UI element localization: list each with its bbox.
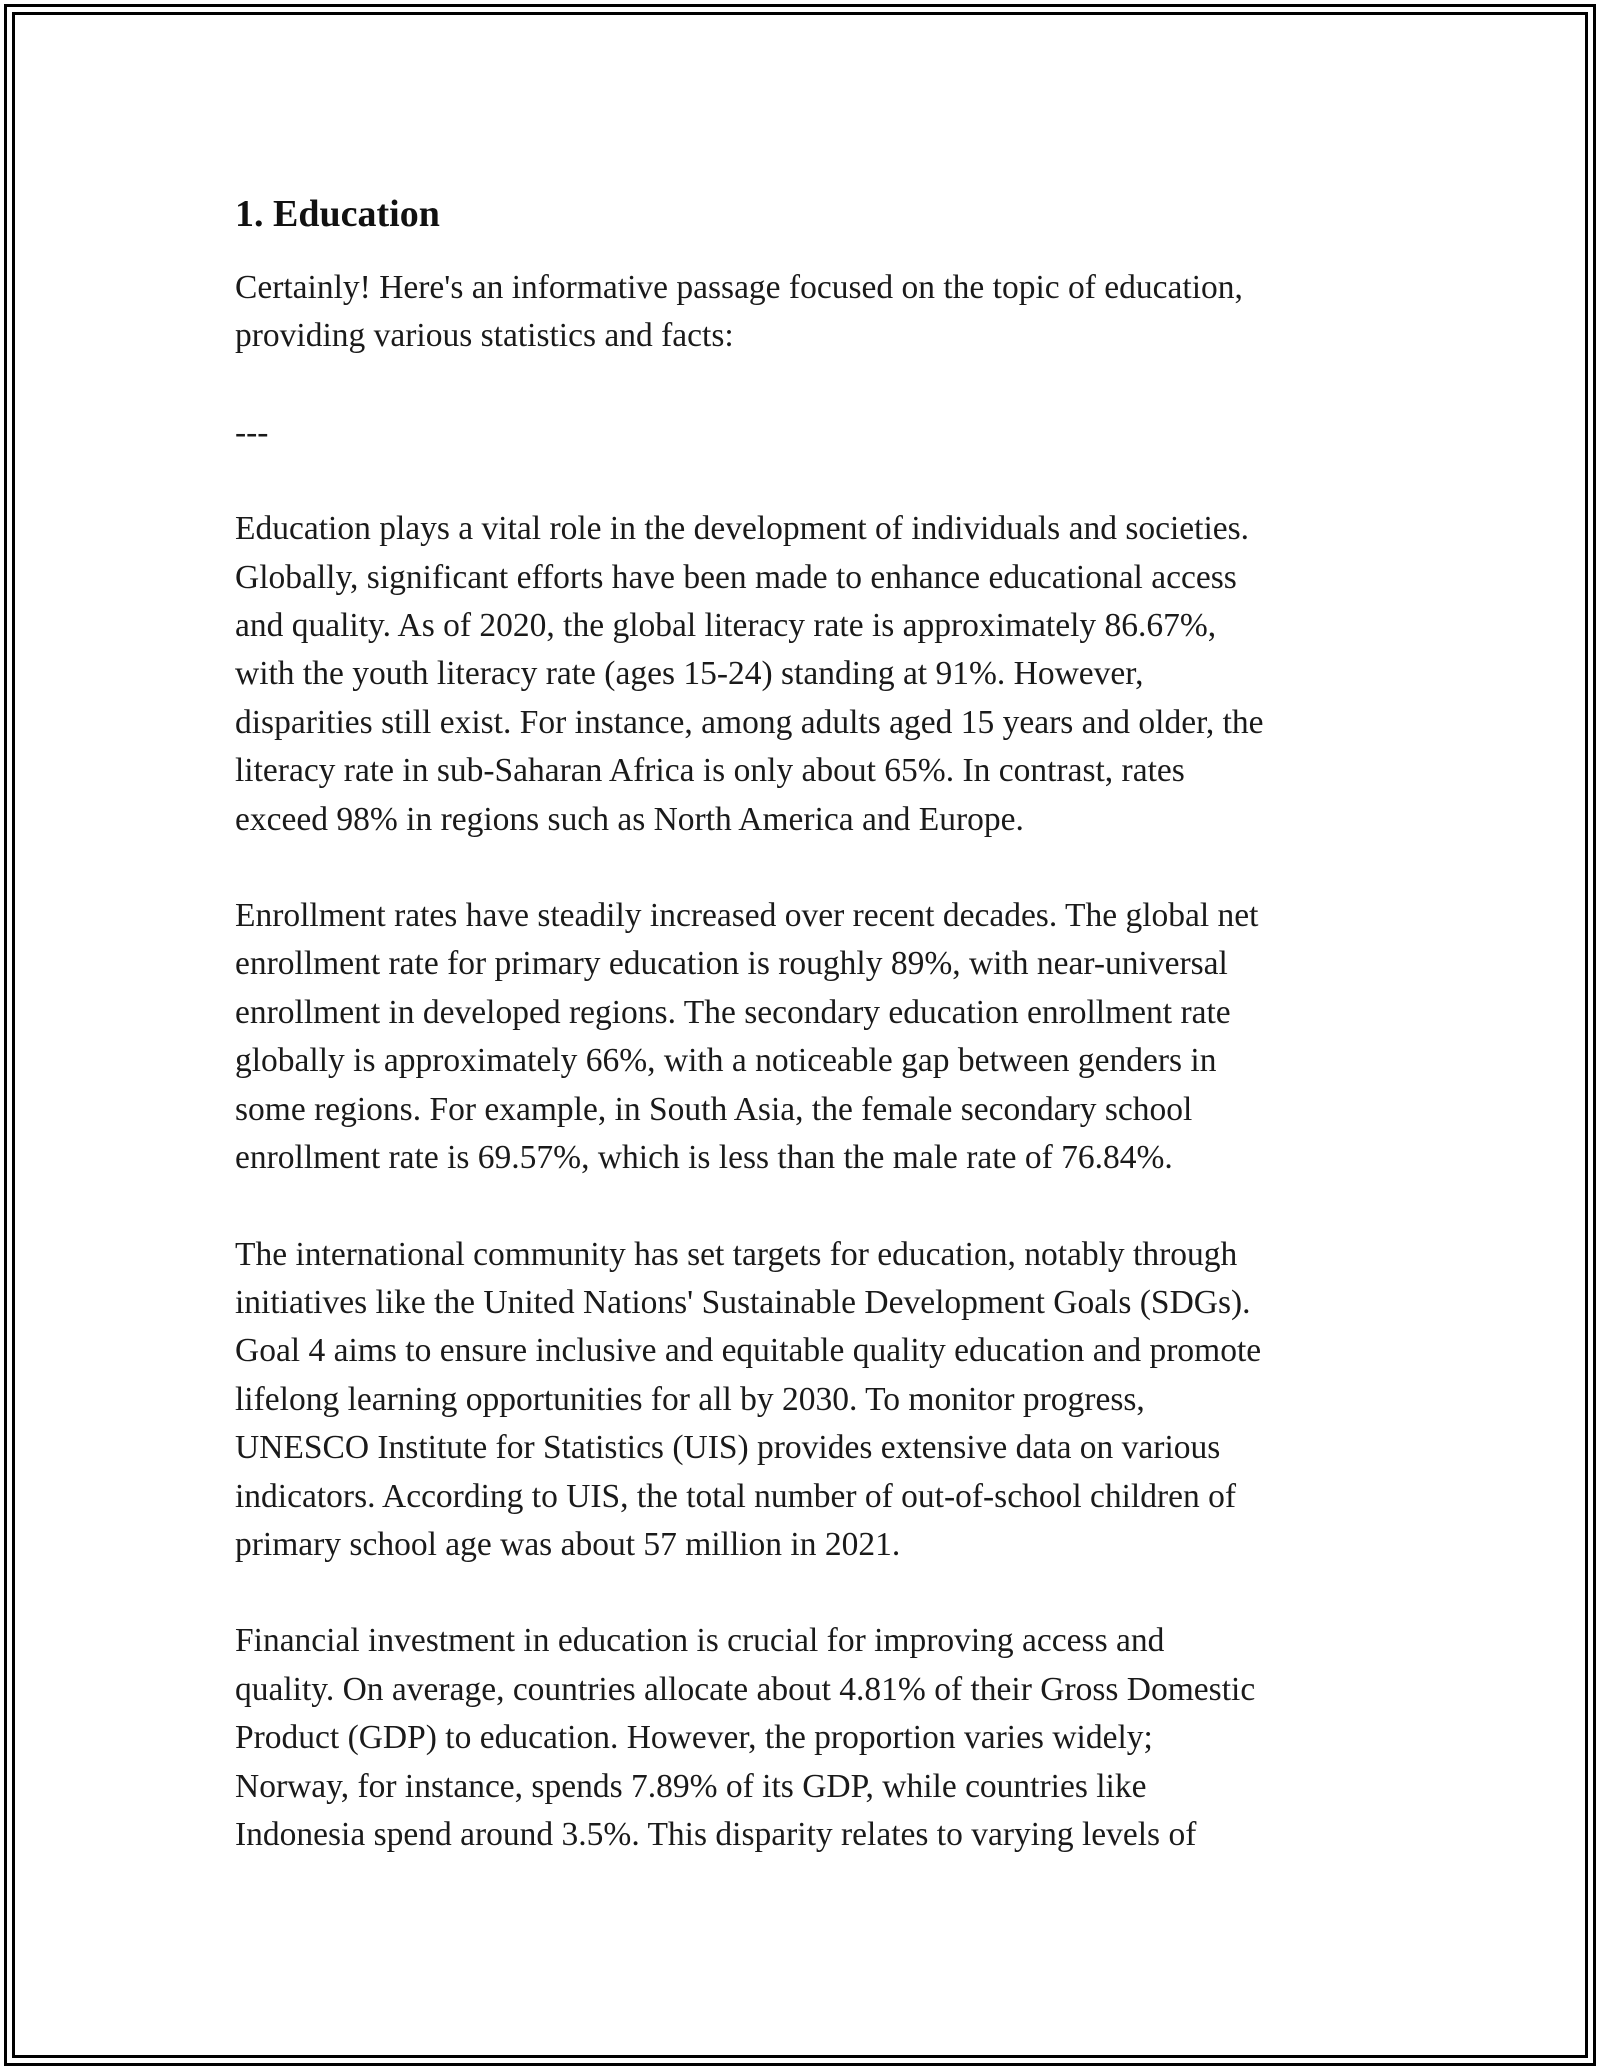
paragraph-sdg-targets: The international community has set targets for education, notably through initiatives like the United Nations' Sustainable Development Goals (SDGs). Goal 4 aims to ensure inclusive and equitable quality education and promote lifelong learning opportunities for all by 2030. To monitor progress, UNESCO Institute for Statistics (UIS) provides extensive data on various indicators. According to UIS, the total number of out-of-school children of primary school age was about 57 million in 2021. — [235, 1235, 1262, 1563]
document-body — [235, 186, 1375, 1907]
section-heading: 1. Education — [235, 193, 440, 235]
paragraph-literacy: Education plays a vital role in the development of individuals and societies. Globally, significant efforts have been made to enhance educational access and quality. As of 2020, the global literacy rate is approximately 86.67%, with the youth literacy rate (ages 15-24) standing at 91%. However, disparities still exist. For instance, among adults aged 15 years and older, the literacy rate in sub-Saharan Africa is only about 65%. In contrast, rates exceed 98% in regions such as North America and Europe. — [235, 510, 1264, 838]
paragraph-financial-investment: Financial investment in education is crucial for improving access and quality. On average, countries allocate about 4.81% of their Gross Domestic Product (GDP) to education. However, the proportion varies widely; Norway, for instance, spends 7.89% of its GDP, while countries like Indonesia spend around 3.5%. This disparity relates to varying levels of — [235, 1622, 1256, 1853]
intro-paragraph: Certainly! Here's an informative passage focused on the topic of education, providing various statistics and facts: — [235, 269, 1243, 355]
paragraph-enrollment: Enrollment rates have steadily increased over recent decades. The global net enrollment rate for primary education is roughly 89%, with near-universal enrollment in developed regions. The secondary education enrollment rate globally is approximately 66%, with a noticeable gap between genders in some regions. For example, in South Asia, the female secondary school enrollment rate is 69.57%, which is less than the male rate of 76.84%. — [235, 897, 1259, 1177]
separator-line: --- — [235, 413, 269, 451]
